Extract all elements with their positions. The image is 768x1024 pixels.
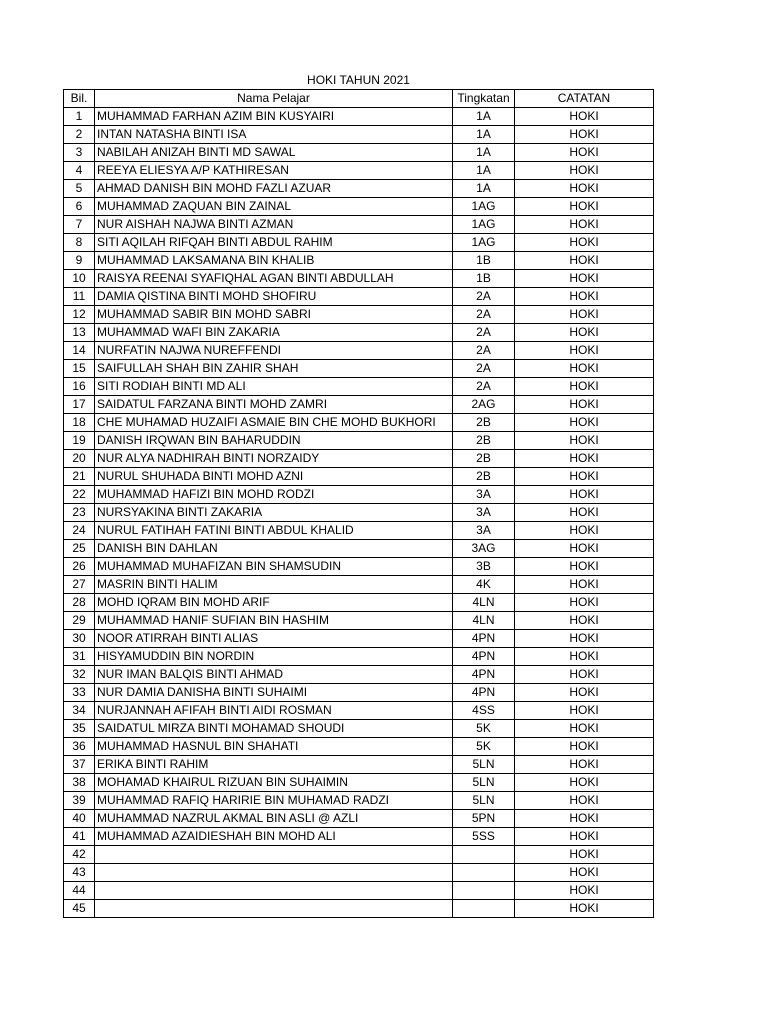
table-row — [64, 198, 654, 216]
cell-tingkatan: 1A — [453, 162, 515, 180]
cell-tingkatan: 3A — [453, 504, 515, 522]
cell-tingkatan — [453, 882, 515, 900]
cell-nama-pelajar: AHMAD DANISH BIN MOHD FAZLI AZUAR — [95, 180, 453, 198]
cell-bil: 11 — [64, 288, 95, 306]
cell-bil: 13 — [64, 324, 95, 342]
cell-catatan: HOKI — [515, 468, 654, 486]
table-row — [64, 666, 654, 684]
cell-bil: 44 — [64, 882, 95, 900]
cell-catatan: HOKI — [515, 198, 654, 216]
cell-nama-pelajar: MUHAMMAD LAKSAMANA BIN KHALIB — [95, 252, 453, 270]
cell-tingkatan: 2AG — [453, 396, 515, 414]
cell-bil: 35 — [64, 720, 95, 738]
table-row — [64, 648, 654, 666]
table-row — [64, 792, 654, 810]
cell-tingkatan: 2A — [453, 360, 515, 378]
cell-bil: 45 — [64, 900, 95, 918]
cell-catatan: HOKI — [515, 216, 654, 234]
cell-tingkatan: 1A — [453, 126, 515, 144]
document-title: HOKI TAHUN 2021 — [307, 73, 410, 87]
cell-tingkatan: 1B — [453, 270, 515, 288]
cell-tingkatan: 2A — [453, 342, 515, 360]
cell-catatan: HOKI — [515, 702, 654, 720]
cell-tingkatan: 1AG — [453, 216, 515, 234]
cell-tingkatan: 4LN — [453, 612, 515, 630]
cell-nama-pelajar: NABILAH ANIZAH BINTI MD SAWAL — [95, 144, 453, 162]
cell-catatan: HOKI — [515, 648, 654, 666]
cell-nama-pelajar: RAISYA REENAI SYAFIQHAL AGAN BINTI ABDULLAH — [95, 270, 453, 288]
table-row — [64, 396, 654, 414]
cell-tingkatan: 5K — [453, 720, 515, 738]
cell-bil: 25 — [64, 540, 95, 558]
cell-nama-pelajar: MUHAMMAD MUHAFIZAN BIN SHAMSUDIN — [95, 558, 453, 576]
cell-catatan: HOKI — [515, 828, 654, 846]
table-row — [64, 306, 654, 324]
cell-tingkatan: 2A — [453, 288, 515, 306]
cell-tingkatan: 1A — [453, 180, 515, 198]
cell-bil: 21 — [64, 468, 95, 486]
cell-nama-pelajar: MUHAMMAD AZAIDIESHAH BIN MOHD ALI — [95, 828, 453, 846]
cell-bil: 3 — [64, 144, 95, 162]
cell-nama-pelajar: NURUL SHUHADA BINTI MOHD AZNI — [95, 468, 453, 486]
cell-catatan: HOKI — [515, 684, 654, 702]
cell-catatan: HOKI — [515, 432, 654, 450]
cell-bil: 10 — [64, 270, 95, 288]
table-row — [64, 846, 654, 864]
cell-tingkatan: 5LN — [453, 756, 515, 774]
cell-catatan: HOKI — [515, 630, 654, 648]
cell-nama-pelajar: DANISH IRQWAN BIN BAHARUDDIN — [95, 432, 453, 450]
table-row — [64, 234, 654, 252]
cell-nama-pelajar — [95, 882, 453, 900]
table-row — [64, 756, 654, 774]
table-header — [64, 90, 654, 108]
cell-tingkatan: 4LN — [453, 594, 515, 612]
cell-catatan: HOKI — [515, 324, 654, 342]
table-row — [64, 828, 654, 846]
table-row — [64, 270, 654, 288]
cell-nama-pelajar: ERIKA BINTI RAHIM — [95, 756, 453, 774]
cell-catatan: HOKI — [515, 306, 654, 324]
cell-bil: 33 — [64, 684, 95, 702]
cell-bil: 38 — [64, 774, 95, 792]
cell-nama-pelajar: SAIDATUL MIRZA BINTI MOHAMAD SHOUDI — [95, 720, 453, 738]
cell-catatan: HOKI — [515, 270, 654, 288]
header-tingkatan: Tingkatan — [453, 90, 515, 108]
cell-catatan: HOKI — [515, 864, 654, 882]
cell-bil: 29 — [64, 612, 95, 630]
header-bil: Bil. — [64, 90, 95, 108]
table-row — [64, 504, 654, 522]
cell-nama-pelajar: REEYA ELIESYA A/P KATHIRESAN — [95, 162, 453, 180]
table-row — [64, 108, 654, 126]
cell-tingkatan: 5SS — [453, 828, 515, 846]
table-row — [64, 324, 654, 342]
table-row — [64, 252, 654, 270]
cell-catatan: HOKI — [515, 252, 654, 270]
cell-catatan: HOKI — [515, 522, 654, 540]
table-row — [64, 720, 654, 738]
cell-tingkatan — [453, 846, 515, 864]
cell-bil: 17 — [64, 396, 95, 414]
cell-catatan: HOKI — [515, 360, 654, 378]
table-row — [64, 288, 654, 306]
cell-catatan: HOKI — [515, 342, 654, 360]
cell-catatan: HOKI — [515, 108, 654, 126]
table-row — [64, 864, 654, 882]
cell-tingkatan: 4PN — [453, 666, 515, 684]
cell-tingkatan: 5K — [453, 738, 515, 756]
cell-tingkatan: 2A — [453, 378, 515, 396]
cell-bil: 40 — [64, 810, 95, 828]
cell-catatan: HOKI — [515, 234, 654, 252]
cell-catatan: HOKI — [515, 126, 654, 144]
cell-nama-pelajar: INTAN NATASHA BINTI ISA — [95, 126, 453, 144]
cell-bil: 43 — [64, 864, 95, 882]
cell-nama-pelajar: NURUL FATIHAH FATINI BINTI ABDUL KHALID — [95, 522, 453, 540]
cell-nama-pelajar: MUHAMMAD ZAQUAN BIN ZAINAL — [95, 198, 453, 216]
cell-bil: 8 — [64, 234, 95, 252]
table-row — [64, 774, 654, 792]
cell-bil: 31 — [64, 648, 95, 666]
table-row — [64, 684, 654, 702]
cell-bil: 5 — [64, 180, 95, 198]
table-row — [64, 342, 654, 360]
cell-bil: 36 — [64, 738, 95, 756]
table-row — [64, 540, 654, 558]
table-row — [64, 522, 654, 540]
table-row — [64, 630, 654, 648]
cell-bil: 28 — [64, 594, 95, 612]
cell-nama-pelajar: NOOR ATIRRAH BINTI ALIAS — [95, 630, 453, 648]
cell-catatan: HOKI — [515, 756, 654, 774]
cell-bil: 22 — [64, 486, 95, 504]
cell-tingkatan: 2B — [453, 450, 515, 468]
header-catatan: CATATAN — [515, 90, 654, 108]
cell-nama-pelajar: MUHAMMAD HANIF SUFIAN BIN HASHIM — [95, 612, 453, 630]
table-row — [64, 558, 654, 576]
cell-nama-pelajar: MUHAMMAD HAFIZI BIN MOHD RODZI — [95, 486, 453, 504]
table-row — [64, 594, 654, 612]
cell-bil: 12 — [64, 306, 95, 324]
cell-tingkatan: 3AG — [453, 540, 515, 558]
table-row — [64, 702, 654, 720]
cell-catatan: HOKI — [515, 612, 654, 630]
cell-tingkatan: 4SS — [453, 702, 515, 720]
cell-catatan: HOKI — [515, 774, 654, 792]
cell-nama-pelajar: CHE MUHAMAD HUZAIFI ASMAIE BIN CHE MOHD BUKHORI — [95, 414, 453, 432]
cell-catatan: HOKI — [515, 900, 654, 918]
cell-tingkatan: 3B — [453, 558, 515, 576]
cell-catatan: HOKI — [515, 180, 654, 198]
cell-nama-pelajar: MOHAMAD KHAIRUL RIZUAN BIN SUHAIMIN — [95, 774, 453, 792]
cell-tingkatan: 4PN — [453, 630, 515, 648]
cell-bil: 23 — [64, 504, 95, 522]
cell-nama-pelajar: NURFATIN NAJWA NUREFFENDI — [95, 342, 453, 360]
cell-tingkatan: 1AG — [453, 234, 515, 252]
table-row — [64, 882, 654, 900]
cell-tingkatan: 3A — [453, 522, 515, 540]
cell-nama-pelajar: MOHD IQRAM BIN MOHD ARIF — [95, 594, 453, 612]
cell-bil: 42 — [64, 846, 95, 864]
cell-nama-pelajar: DANISH BIN DAHLAN — [95, 540, 453, 558]
cell-nama-pelajar: MUHAMMAD NAZRUL AKMAL BIN ASLI @ AZLI — [95, 810, 453, 828]
table-row — [64, 360, 654, 378]
cell-bil: 20 — [64, 450, 95, 468]
cell-nama-pelajar: HISYAMUDDIN BIN NORDIN — [95, 648, 453, 666]
table-row — [64, 900, 654, 918]
table-row — [64, 810, 654, 828]
cell-catatan: HOKI — [515, 558, 654, 576]
cell-tingkatan: 4PN — [453, 648, 515, 666]
cell-nama-pelajar: MUHAMMAD SABIR BIN MOHD SABRI — [95, 306, 453, 324]
cell-catatan: HOKI — [515, 576, 654, 594]
table-row — [64, 576, 654, 594]
cell-nama-pelajar: MUHAMMAD FARHAN AZIM BIN KUSYAIRI — [95, 108, 453, 126]
cell-bil: 4 — [64, 162, 95, 180]
cell-tingkatan: 5LN — [453, 774, 515, 792]
cell-nama-pelajar: SAIFULLAH SHAH BIN ZAHIR SHAH — [95, 360, 453, 378]
cell-nama-pelajar: NUR AISHAH NAJWA BINTI AZMAN — [95, 216, 453, 234]
cell-catatan: HOKI — [515, 288, 654, 306]
cell-bil: 1 — [64, 108, 95, 126]
cell-tingkatan — [453, 864, 515, 882]
header-nama-pelajar: Nama Pelajar — [95, 90, 453, 108]
cell-tingkatan: 4K — [453, 576, 515, 594]
table-row — [64, 378, 654, 396]
table-row — [64, 432, 654, 450]
cell-nama-pelajar: SITI AQILAH RIFQAH BINTI ABDUL RAHIM — [95, 234, 453, 252]
cell-bil: 26 — [64, 558, 95, 576]
cell-bil: 32 — [64, 666, 95, 684]
cell-nama-pelajar: NUR ALYA NADHIRAH BINTI NORZAIDY — [95, 450, 453, 468]
table-row — [64, 414, 654, 432]
cell-catatan: HOKI — [515, 378, 654, 396]
cell-catatan: HOKI — [515, 738, 654, 756]
cell-bil: 2 — [64, 126, 95, 144]
cell-tingkatan: 4PN — [453, 684, 515, 702]
cell-nama-pelajar: MUHAMMAD RAFIQ HARIRIE BIN MUHAMAD RADZI — [95, 792, 453, 810]
cell-catatan: HOKI — [515, 396, 654, 414]
cell-nama-pelajar: SAIDATUL FARZANA BINTI MOHD ZAMRI — [95, 396, 453, 414]
cell-nama-pelajar — [95, 864, 453, 882]
cell-tingkatan: 1B — [453, 252, 515, 270]
table-body — [64, 108, 654, 918]
header-row — [64, 90, 654, 108]
cell-catatan: HOKI — [515, 540, 654, 558]
cell-bil: 39 — [64, 792, 95, 810]
cell-bil: 37 — [64, 756, 95, 774]
table-row — [64, 144, 654, 162]
cell-catatan: HOKI — [515, 882, 654, 900]
cell-nama-pelajar: DAMIA QISTINA BINTI MOHD SHOFIRU — [95, 288, 453, 306]
cell-nama-pelajar: MUHAMMAD WAFI BIN ZAKARIA — [95, 324, 453, 342]
cell-catatan: HOKI — [515, 144, 654, 162]
student-roster-table — [63, 89, 654, 918]
cell-catatan: HOKI — [515, 594, 654, 612]
cell-nama-pelajar: NUR IMAN BALQIS BINTI AHMAD — [95, 666, 453, 684]
cell-tingkatan: 2A — [453, 324, 515, 342]
cell-tingkatan: 3A — [453, 486, 515, 504]
cell-catatan: HOKI — [515, 504, 654, 522]
cell-bil: 19 — [64, 432, 95, 450]
cell-tingkatan: 5PN — [453, 810, 515, 828]
cell-tingkatan: 2A — [453, 306, 515, 324]
cell-bil: 27 — [64, 576, 95, 594]
table-row — [64, 162, 654, 180]
table-row — [64, 468, 654, 486]
cell-catatan: HOKI — [515, 810, 654, 828]
cell-bil: 24 — [64, 522, 95, 540]
cell-bil: 34 — [64, 702, 95, 720]
cell-tingkatan: 2B — [453, 414, 515, 432]
table-row — [64, 738, 654, 756]
table-row — [64, 612, 654, 630]
cell-bil: 14 — [64, 342, 95, 360]
cell-bil: 7 — [64, 216, 95, 234]
cell-bil: 30 — [64, 630, 95, 648]
cell-nama-pelajar: NUR DAMIA DANISHA BINTI SUHAIMI — [95, 684, 453, 702]
cell-catatan: HOKI — [515, 414, 654, 432]
cell-nama-pelajar: MUHAMMAD HASNUL BIN SHAHATI — [95, 738, 453, 756]
cell-tingkatan: 2B — [453, 468, 515, 486]
cell-catatan: HOKI — [515, 720, 654, 738]
cell-bil: 15 — [64, 360, 95, 378]
table-row — [64, 126, 654, 144]
cell-bil: 9 — [64, 252, 95, 270]
cell-nama-pelajar: MASRIN BINTI HALIM — [95, 576, 453, 594]
cell-nama-pelajar — [95, 900, 453, 918]
cell-tingkatan — [453, 900, 515, 918]
cell-bil: 18 — [64, 414, 95, 432]
cell-tingkatan: 1AG — [453, 198, 515, 216]
cell-nama-pelajar: NURJANNAH AFIFAH BINTI AIDI ROSMAN — [95, 702, 453, 720]
cell-tingkatan: 2B — [453, 432, 515, 450]
table-row — [64, 450, 654, 468]
cell-catatan: HOKI — [515, 486, 654, 504]
cell-nama-pelajar — [95, 846, 453, 864]
table-row — [64, 486, 654, 504]
cell-bil: 41 — [64, 828, 95, 846]
table-row — [64, 180, 654, 198]
cell-catatan: HOKI — [515, 846, 654, 864]
cell-tingkatan: 5LN — [453, 792, 515, 810]
cell-nama-pelajar: NURSYAKINA BINTI ZAKARIA — [95, 504, 453, 522]
cell-bil: 6 — [64, 198, 95, 216]
cell-catatan: HOKI — [515, 162, 654, 180]
table-row — [64, 216, 654, 234]
cell-tingkatan: 1A — [453, 144, 515, 162]
cell-tingkatan: 1A — [453, 108, 515, 126]
cell-nama-pelajar: SITI RODIAH BINTI MD ALI — [95, 378, 453, 396]
cell-catatan: HOKI — [515, 666, 654, 684]
cell-catatan: HOKI — [515, 792, 654, 810]
cell-bil: 16 — [64, 378, 95, 396]
cell-catatan: HOKI — [515, 450, 654, 468]
